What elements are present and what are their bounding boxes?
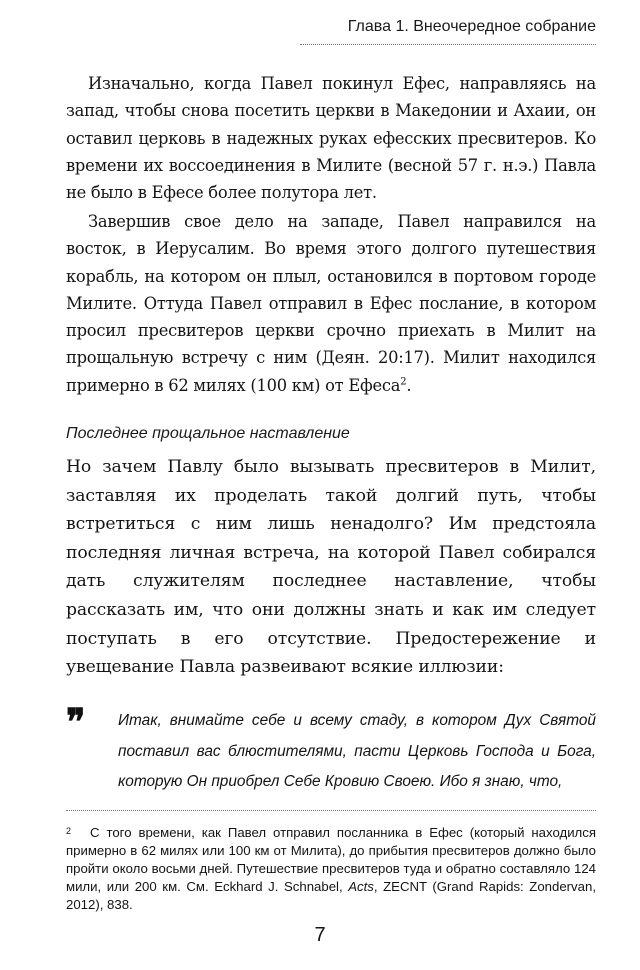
footnote-text-part-1: С того времени, как Павел отправил посланника в Ефес (который находился примерно в 62 милях или 100 км от Милита), до прибытия пресвитеров должно было пройти около восьми дней. Путешествие пресвитеров туда и обратно составляло 124 мили, или 200 км. См. Eckhard J. Schnabel, — [66, 825, 596, 894]
paragraph-1: Изначально, когда Павел покинул Ефес, направляясь на запад, чтобы снова посетить церкви в Македонии и Ахаии, он оставил церковь в надежных руках ефесских пресвитеров. Ко времени их воссоединения в Милите (весной 57 г. н.э.) Павла не было в Ефесе более полутора лет. — [66, 74, 596, 203]
header-dotted-rule — [300, 44, 596, 45]
paragraph-2-end: . — [406, 375, 412, 395]
paragraph-2-text: Завершив свое дело на западе, Павел направился на восток, в Иерусалим. Во время этого долгого путешествия корабль, на котором он плыл, остановился в портовом городе Милите. Оттуда Павел отправил в Ефес послание, в котором просил пресвитеров церкви срочно приехать в Милит на прощальную встречу с ним (Деян. 20:17). Милит находился примерно в 62 милях (100 км) от Ефеса — [66, 212, 596, 395]
footnote-number: 2 — [66, 826, 72, 836]
footnote-book-title: Acts — [348, 879, 374, 894]
running-header: Глава 1. Внеочередное собрание — [347, 18, 596, 35]
block-quote: Итак, внимайте себе и всему стаду, в котором Дух Святой поставил вас блюстителями, пасти Церковь Господа и Бога, которую Он приобрел Себе Кровию Своею. Ибо я знаю, что, — [118, 712, 596, 790]
footnote — [66, 822, 596, 914]
footnote-dotted-rule — [66, 810, 596, 811]
paragraph-3: Но зачем Павлу было вызывать пресвитеров в Милит, заставляя их проделать такой долгий путь, чтобы встретиться с ним лишь ненадолго? Им предстояла последняя личная встреча, на которой Павел собирался дать служителям последнее наставление, чтобы рассказать им, что они должны знать и как им следует поступать в его отсутствие. Предостережение и увещевание Павла развеивают всякие иллюзии: — [66, 457, 596, 678]
footnote-text-part-2: , ZECNT (Grand Rapids: Zondervan, 2012), 838. — [66, 879, 596, 912]
section-heading: Последнее прощальное наставление — [66, 425, 350, 442]
paragraph-2 — [66, 208, 596, 399]
quote-mark-icon: ❞ — [66, 701, 86, 743]
page-number: 7 — [314, 924, 326, 946]
footnote-reference: 2 — [400, 376, 407, 388]
